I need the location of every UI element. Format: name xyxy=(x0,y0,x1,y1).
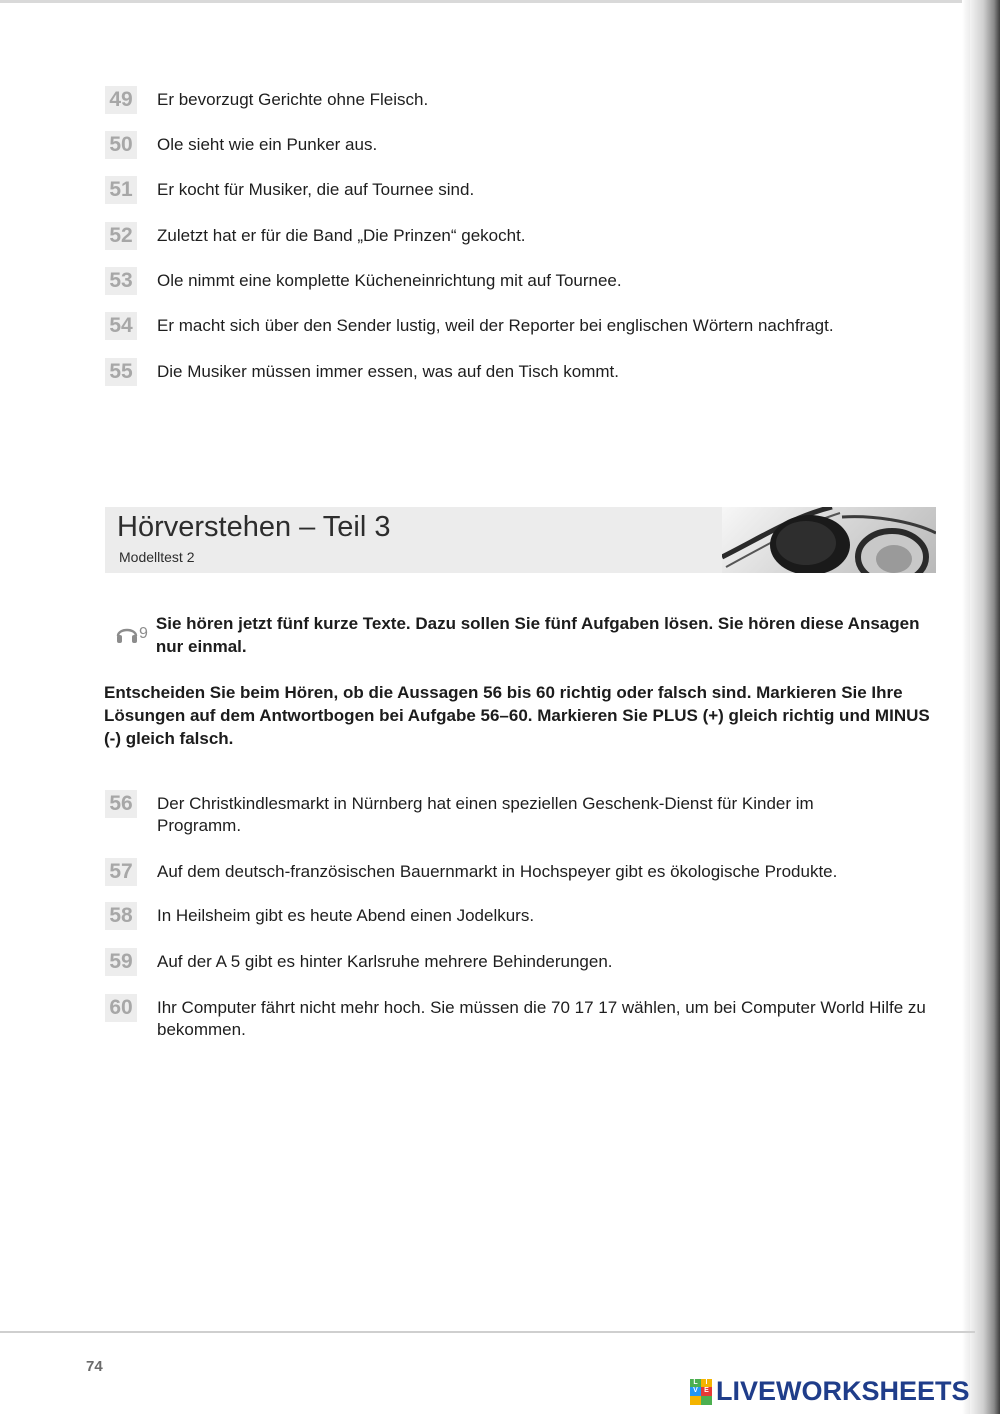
logo-letter: V xyxy=(690,1387,701,1396)
item-statement: Der Christkindlesmarkt in Nürnberg hat einen speziellen Geschenk-Dienst für Kinder im Programm. xyxy=(157,794,814,835)
list-item xyxy=(105,86,935,114)
item-statement: Er macht sich über den Sender lustig, weil der Reporter bei englischen Wörtern nachfragt. xyxy=(157,316,834,335)
item-statement: Ole sieht wie ein Punker aus. xyxy=(157,135,378,154)
section-subtitle: Modelltest 2 xyxy=(119,549,195,565)
list-item xyxy=(105,176,935,204)
item-number: 50 xyxy=(105,131,137,159)
list-item xyxy=(105,790,935,837)
headphones-icon xyxy=(722,507,936,573)
track-number: 9 xyxy=(139,625,148,642)
item-number: 57 xyxy=(105,858,137,886)
item-statement: Auf der A 5 gibt es hinter Karlsruhe mehrere Behinderungen. xyxy=(157,952,613,971)
item-statement: Auf dem deutsch-französischen Bauernmarkt in Hochspeyer gibt es ökologische Produkte. xyxy=(157,862,838,881)
logo-block xyxy=(701,1396,712,1405)
item-number: 54 xyxy=(105,312,137,340)
listening-instruction xyxy=(115,612,935,658)
section-title: Hörverstehen – Teil 3 xyxy=(117,511,391,543)
headphones-photo xyxy=(722,507,936,573)
item-statement: Er kocht für Musiker, die auf Tournee sind. xyxy=(157,180,475,199)
item-number: 49 xyxy=(105,86,137,114)
item-statement: Zuletzt hat er für die Band „Die Prinzen“ gekocht. xyxy=(157,226,526,245)
item-number: 60 xyxy=(105,994,137,1022)
page-number: 74 xyxy=(86,1358,103,1375)
section-header xyxy=(105,507,936,573)
page-curl-highlight xyxy=(962,0,970,1414)
list-item xyxy=(105,312,935,340)
item-statement: Ihr Computer fährt nicht mehr hoch. Sie müssen die 70 17 17 wählen, um bei Computer World Hilfe zu bekommen. xyxy=(157,998,926,1039)
list-item xyxy=(105,358,935,386)
page-binding-edge xyxy=(970,0,1000,1414)
task-instruction: Entscheiden Sie beim Hören, ob die Aussagen 56 bis 60 richtig oder falsch sind. Markieren Sie Ihre Lösungen auf dem Antwortbogen bei Aufgabe 56–60. Markieren Sie PLUS (+) gleich richtig und MINUS (-) gleich falsch. xyxy=(104,683,930,748)
item-number: 51 xyxy=(105,176,137,204)
instruction-text: Sie hören jetzt fünf kurze Texte. Dazu sollen Sie fünf Aufgaben lösen. Sie hören diese Ansagen nur einmal. xyxy=(155,614,920,656)
item-statement: Ole nimmt eine komplette Kücheneinrichtung mit auf Tournee. xyxy=(157,271,622,290)
item-number: 58 xyxy=(105,902,137,930)
footer-divider xyxy=(0,1331,975,1333)
item-number: 59 xyxy=(105,948,137,976)
item-number: 56 xyxy=(105,790,137,818)
brand-watermark xyxy=(690,1376,970,1407)
list-item xyxy=(105,858,935,886)
list-item xyxy=(105,902,935,930)
audio-track xyxy=(115,610,148,658)
list-item xyxy=(105,267,935,295)
list-item xyxy=(105,994,935,1041)
headphones-icon xyxy=(115,622,139,646)
item-number: 55 xyxy=(105,358,137,386)
logo-letter: I xyxy=(701,1379,712,1387)
logo-letter: L xyxy=(690,1379,701,1387)
list-item xyxy=(105,222,935,250)
logo-letter: E xyxy=(701,1387,712,1396)
list-item xyxy=(105,948,935,976)
logo-block xyxy=(690,1396,701,1405)
item-statement: Er bevorzugt Gerichte ohne Fleisch. xyxy=(157,90,429,109)
brand-name[interactable]: LIVEWORKSHEETS xyxy=(716,1376,970,1406)
item-statement: In Heilsheim gibt es heute Abend einen Jodelkurs. xyxy=(157,906,535,925)
liveworksheets-logo xyxy=(690,1379,712,1405)
top-edge-shadow xyxy=(0,0,1000,3)
list-item xyxy=(105,131,935,159)
item-number: 53 xyxy=(105,267,137,295)
item-number: 52 xyxy=(105,222,137,250)
item-statement: Die Musiker müssen immer essen, was auf den Tisch kommt. xyxy=(157,362,619,381)
